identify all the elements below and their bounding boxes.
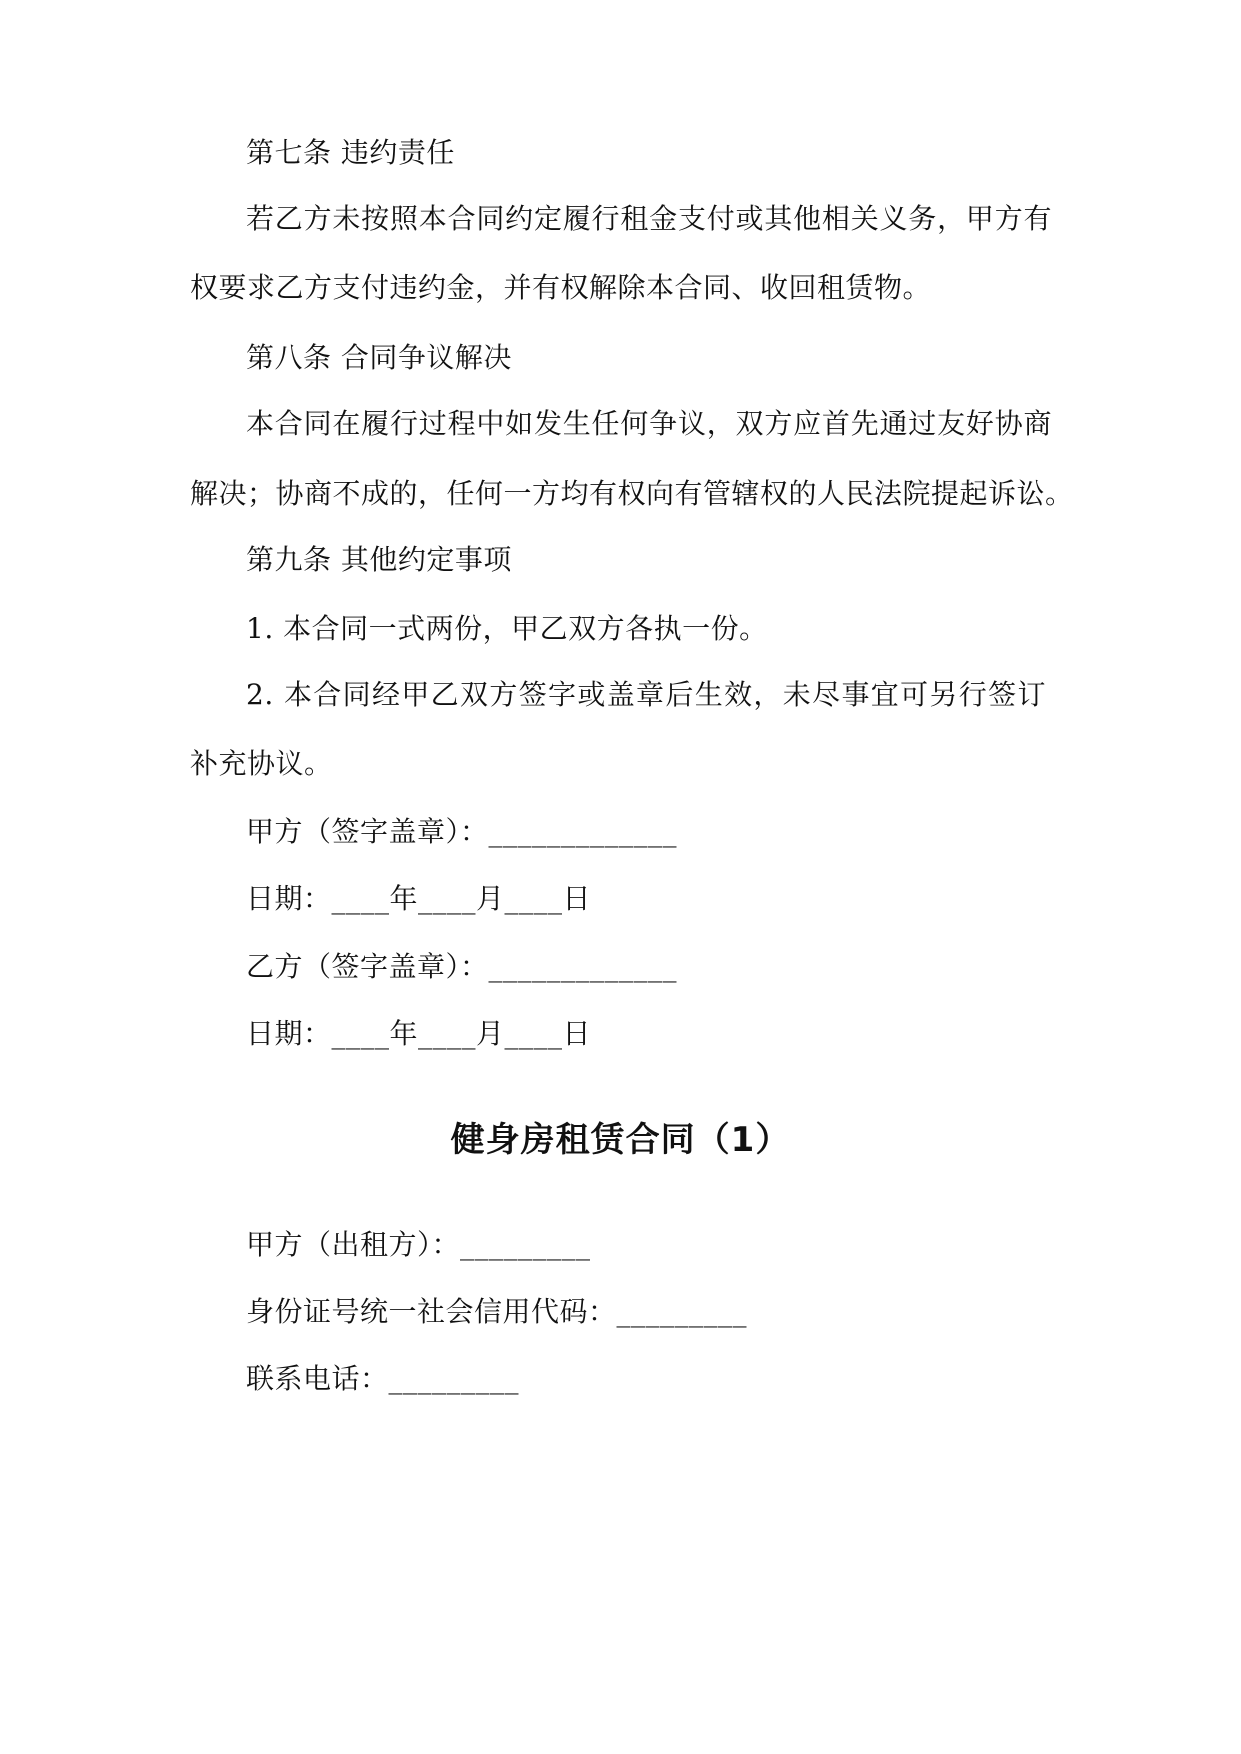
article-8-paragraph-line-1: 本合同在履行过程中如发生任何争议，双方应首先通过友好协商	[246, 407, 1052, 440]
party-b-signature-line: 乙方（签字盖章）：_____________	[246, 950, 678, 983]
party-a-signature-line: 甲方（签字盖章）：_____________	[246, 815, 678, 848]
article-9-item-2-line-1: 2. 本合同经甲乙双方签字或盖章后生效，未尽事宜可另行签订	[246, 678, 1046, 711]
party-b-date-line: 日期：____年____月____日	[246, 1017, 592, 1050]
article-7-paragraph-line-1: 若乙方未按照本合同约定履行租金支付或其他相关义务，甲方有	[246, 202, 1052, 235]
id-number-line: 身份证号统一社会信用代码：_________	[246, 1295, 748, 1328]
article-8-heading: 第八条 合同争议解决	[246, 341, 512, 374]
article-9-heading: 第九条 其他约定事项	[246, 543, 512, 576]
lessor-line: 甲方（出租方）：_________	[246, 1228, 591, 1261]
contract-title: 健身房租赁合同（1）	[450, 1120, 791, 1160]
article-8-paragraph-line-2: 解决；协商不成的，任何一方均有权向有管辖权的人民法院提起诉讼。	[190, 477, 1074, 510]
article-7-paragraph-line-2: 权要求乙方支付违约金，并有权解除本合同、收回租赁物。	[190, 271, 932, 304]
article-9-item-2-line-2: 补充协议。	[190, 747, 333, 780]
article-7-heading: 第七条 违约责任	[246, 136, 455, 169]
article-9-item-1: 1. 本合同一式两份，甲乙双方各执一份。	[246, 612, 768, 645]
phone-line: 联系电话：_________	[246, 1362, 520, 1395]
party-a-date-line: 日期：____年____月____日	[246, 882, 592, 915]
